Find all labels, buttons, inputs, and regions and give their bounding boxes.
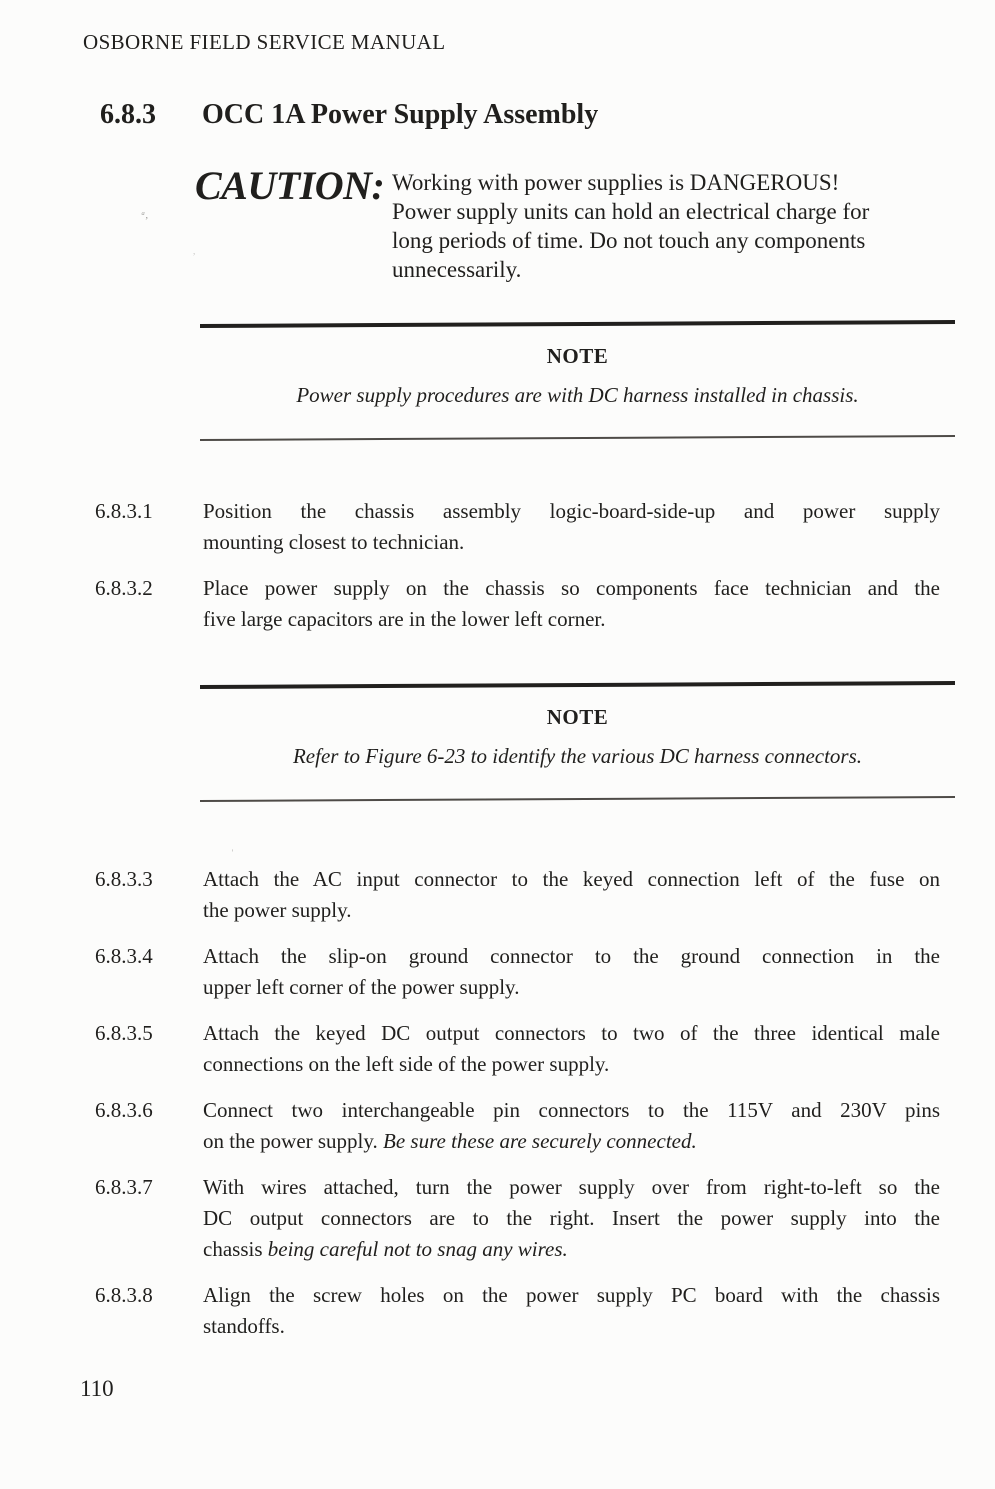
caution-text	[392, 168, 952, 284]
step-text-line: Align the screw holes on the power supply PC board with the chassis	[203, 1283, 940, 1307]
procedure-steps-group-2	[95, 864, 940, 1357]
scan-speck: ,	[193, 246, 196, 256]
step-text-line: Attach the AC input connector to the keyed connection left of the fuse on	[203, 867, 940, 891]
step-text	[203, 864, 940, 926]
procedure-step	[95, 1095, 940, 1157]
section-heading	[100, 99, 598, 131]
procedure-step	[95, 1280, 940, 1342]
scan-speck: ᵃ,	[141, 209, 149, 221]
note-block-2	[200, 683, 955, 800]
step-text-line: on the power supply. Be sure these are securely connected.	[203, 1129, 697, 1153]
step-number: 6.8.3.2	[95, 576, 153, 600]
step-text-line: chassis being careful not to snag any wires.	[203, 1237, 568, 1261]
step-text-line: Attach the keyed DC output connectors to two of the three identical male	[203, 1021, 940, 1045]
procedure-steps-group-1	[95, 496, 940, 650]
step-text-line: Place power supply on the chassis so components face technician and the	[203, 576, 940, 600]
procedure-step	[95, 1018, 940, 1080]
step-text	[203, 1172, 940, 1265]
note-text: Power supply procedures are with DC harness installed in chassis.	[296, 383, 859, 407]
step-text	[203, 941, 940, 1003]
caution-line: Power supply units can hold an electrical charge for	[392, 199, 870, 224]
step-text-line: Attach the slip-on ground connector to the ground connection in the	[203, 944, 940, 968]
step-text-line: With wires attached, turn the power supply over from right-to-left so the	[203, 1175, 940, 1199]
running-header: OSBORNE FIELD SERVICE MANUAL	[83, 30, 446, 54]
note-label: NOTE	[546, 344, 609, 368]
step-number: 6.8.3.1	[95, 499, 153, 523]
step-number: 6.8.3.3	[95, 867, 153, 891]
procedure-step	[95, 941, 940, 1003]
caution-line: long periods of time. Do not touch any components	[392, 228, 866, 253]
procedure-step	[95, 496, 940, 558]
step-text-line: standoffs.	[203, 1314, 285, 1338]
caution-line: Working with power supplies is DANGEROUS!	[392, 170, 840, 195]
procedure-step	[95, 573, 940, 635]
step-number: 6.8.3.8	[95, 1283, 153, 1307]
note-rule-bottom	[200, 435, 955, 441]
step-number: 6.8.3.4	[95, 944, 153, 968]
procedure-step	[95, 1172, 940, 1265]
step-text-line: the power supply.	[203, 898, 352, 922]
step-text-line: connections on the left side of the power supply.	[203, 1052, 610, 1076]
note-label: NOTE	[546, 705, 609, 729]
step-text-line: five large capacitors are in the lower left corner.	[203, 607, 606, 631]
step-text-line: Position the chassis assembly logic-board-side-up and power supply	[203, 499, 940, 523]
step-text-line: mounting closest to technician.	[203, 530, 465, 554]
procedure-step	[95, 864, 940, 926]
caution-line: unnecessarily.	[392, 257, 522, 282]
step-text	[203, 496, 940, 558]
step-number: 6.8.3.5	[95, 1021, 153, 1045]
note-block-1	[200, 322, 955, 439]
step-text-line: DC output connectors are to the right. Insert the power supply into the	[203, 1206, 940, 1230]
step-text	[203, 1095, 940, 1157]
page-number: 110	[80, 1376, 114, 1401]
step-text	[203, 1280, 940, 1342]
step-text	[203, 1018, 940, 1080]
section-number: 6.8.3	[100, 99, 156, 130]
step-number: 6.8.3.7	[95, 1175, 153, 1199]
section-title: OCC 1A Power Supply Assembly	[202, 99, 599, 130]
step-number: 6.8.3.6	[95, 1098, 153, 1122]
note-rule-bottom	[200, 796, 955, 802]
caution-label: CAUTION:	[195, 163, 385, 208]
step-text-line: upper left corner of the power supply.	[203, 975, 520, 999]
scan-speck: '	[231, 848, 233, 858]
note-text: Refer to Figure 6-23 to identify the various DC harness connectors.	[292, 744, 863, 768]
step-text	[203, 573, 940, 635]
step-text-line: Connect two interchangeable pin connectors to the 115V and 230V pins	[203, 1098, 940, 1122]
